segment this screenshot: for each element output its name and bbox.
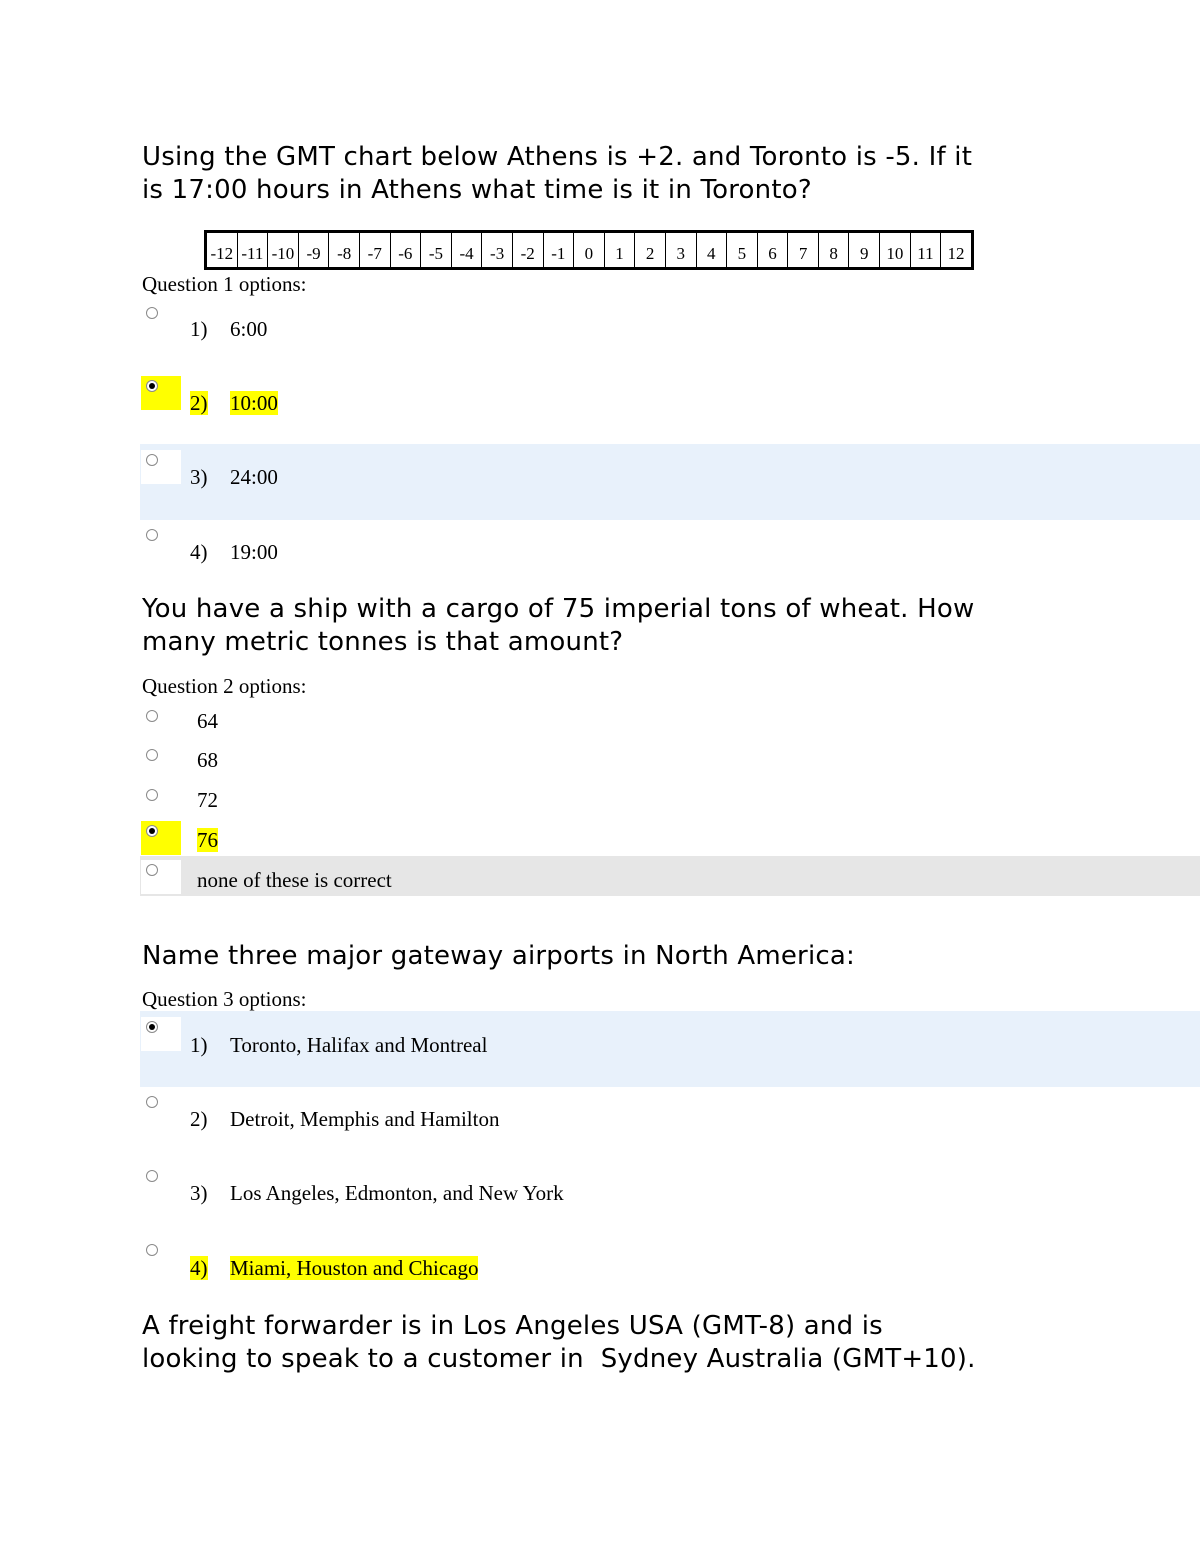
q1-option-2-radio[interactable] [141, 376, 181, 410]
question-1-title-line-2: is 17:00 hours in Athens what time is it in Toronto? [142, 175, 812, 205]
q3-option-2-text: Detroit, Memphis and Hamilton [230, 1107, 500, 1131]
radio-icon [146, 864, 158, 876]
question-2-title-line-2: many metric tonnes is that amount? [142, 627, 624, 657]
radio-icon [146, 1170, 158, 1182]
question-1-options-label: Question 1 options: [142, 272, 307, 296]
radio-selected-icon [146, 380, 158, 392]
q1-option-3-text: 24:00 [230, 465, 278, 489]
q3-option-2-radio[interactable] [141, 1092, 181, 1126]
gmt-chart [204, 230, 974, 270]
radio-icon [146, 1096, 158, 1108]
q1-option-4-text: 19:00 [230, 540, 278, 564]
q1-option-1[interactable] [190, 316, 267, 342]
gmt-cell: 12 [941, 232, 973, 269]
gmt-cell: 9 [849, 232, 880, 269]
q3-option-1-radio[interactable] [141, 1017, 181, 1051]
question-4-title [142, 1310, 1092, 1376]
q3-option-3-number: 3) [190, 1181, 208, 1205]
gmt-cell: -5 [421, 232, 452, 269]
gmt-cell: 8 [818, 232, 849, 269]
q3-option-1-number: 1) [190, 1033, 208, 1057]
q3-option-2-number: 2) [190, 1107, 208, 1131]
gmt-cell: 7 [788, 232, 819, 269]
q2-option-2-radio[interactable] [141, 745, 181, 779]
q2-option-3-radio[interactable] [141, 785, 181, 819]
gmt-cell: 11 [910, 232, 941, 269]
gmt-cell: -8 [329, 232, 360, 269]
q3-option-4-number-wrap [190, 1255, 230, 1281]
q3-option-4-text: Miami, Houston and Chicago [230, 1256, 479, 1280]
radio-selected-icon [146, 1021, 158, 1033]
gmt-cell: 10 [880, 232, 911, 269]
question-1-title-line-1: Using the GMT chart below Athens is +2. and Toronto is -5. If it [142, 142, 973, 172]
gmt-cell: -2 [512, 232, 543, 269]
question-2-title [142, 593, 1092, 659]
q1-option-3[interactable] [190, 464, 278, 490]
gmt-cell: -6 [390, 232, 421, 269]
q2-option-4-text: 76 [197, 828, 218, 852]
gmt-cell: 0 [574, 232, 605, 269]
q1-option-4-radio[interactable] [141, 525, 181, 559]
radio-icon [146, 307, 158, 319]
q2-option-3[interactable]: 72 [197, 788, 218, 812]
radio-icon [146, 749, 158, 761]
question-3-title-line-1: Name three major gateway airports in North America: [142, 941, 855, 971]
q3-option-4-number: 4) [190, 1256, 208, 1280]
radio-icon [146, 529, 158, 541]
q1-option-4[interactable] [190, 539, 278, 565]
gmt-cell: -10 [268, 232, 299, 269]
question-1-title [142, 141, 1092, 207]
q3-option-3-radio[interactable] [141, 1166, 181, 1200]
question-3-title [142, 940, 1092, 973]
gmt-cell: 5 [727, 232, 758, 269]
gmt-cell: 1 [604, 232, 635, 269]
q2-option-1-radio[interactable] [141, 706, 181, 740]
gmt-cell: 2 [635, 232, 666, 269]
q2-option-5[interactable]: none of these is correct [197, 868, 392, 892]
q1-option-1-number: 1) [190, 317, 208, 341]
gmt-cell: -4 [451, 232, 482, 269]
gmt-cell: -3 [482, 232, 513, 269]
q2-option-4-radio[interactable] [141, 821, 181, 855]
q3-option-4[interactable] [190, 1255, 478, 1281]
radio-selected-icon [146, 825, 158, 837]
q3-option-3[interactable] [190, 1180, 564, 1206]
radio-icon [146, 789, 158, 801]
question-4-title-line-1: A freight forwarder is in Los Angeles USA (GMT-8) and is [142, 1311, 883, 1341]
q1-option-3-radio[interactable] [141, 450, 181, 484]
q2-option-4[interactable] [197, 827, 218, 853]
q1-option-1-text: 6:00 [230, 317, 268, 341]
q3-option-2[interactable] [190, 1106, 499, 1132]
radio-icon [146, 1244, 158, 1256]
q3-option-1-text: Toronto, Halifax and Montreal [230, 1033, 488, 1057]
gmt-cell: -9 [298, 232, 329, 269]
question-4-title-line-2: looking to speak to a customer in Sydney Australia (GMT+10). [142, 1344, 976, 1374]
q2-option-5-radio[interactable] [141, 860, 181, 894]
q3-option-3-text: Los Angeles, Edmonton, and New York [230, 1181, 564, 1205]
q1-option-1-radio[interactable] [141, 303, 181, 337]
question-2-options-label: Question 2 options: [142, 674, 307, 698]
q1-option-2-text: 10:00 [230, 391, 278, 415]
gmt-cell: -7 [359, 232, 390, 269]
q1-option-2-number: 2) [190, 391, 208, 415]
q1-option-3-band [140, 444, 1200, 520]
gmt-cell: -11 [237, 232, 268, 269]
question-3-options-label: Question 3 options: [142, 987, 307, 1011]
q2-option-2[interactable]: 68 [197, 748, 218, 772]
gmt-cell: -12 [206, 232, 238, 269]
q1-option-4-number: 4) [190, 540, 208, 564]
question-2-title-line-1: You have a ship with a cargo of 75 imperial tons of wheat. How [142, 594, 975, 624]
gmt-cell: 4 [696, 232, 727, 269]
radio-icon [146, 710, 158, 722]
q1-option-2-number-wrap [190, 390, 230, 416]
q3-option-4-radio[interactable] [141, 1240, 181, 1274]
gmt-chart-row [206, 232, 973, 269]
q2-option-1[interactable]: 64 [197, 709, 218, 733]
q3-option-1[interactable] [190, 1032, 487, 1058]
gmt-cell: 3 [665, 232, 696, 269]
radio-icon [146, 454, 158, 466]
gmt-cell: -1 [543, 232, 574, 269]
q1-option-2[interactable] [190, 390, 278, 416]
gmt-cell: 6 [757, 232, 788, 269]
q1-option-3-number: 3) [190, 465, 208, 489]
